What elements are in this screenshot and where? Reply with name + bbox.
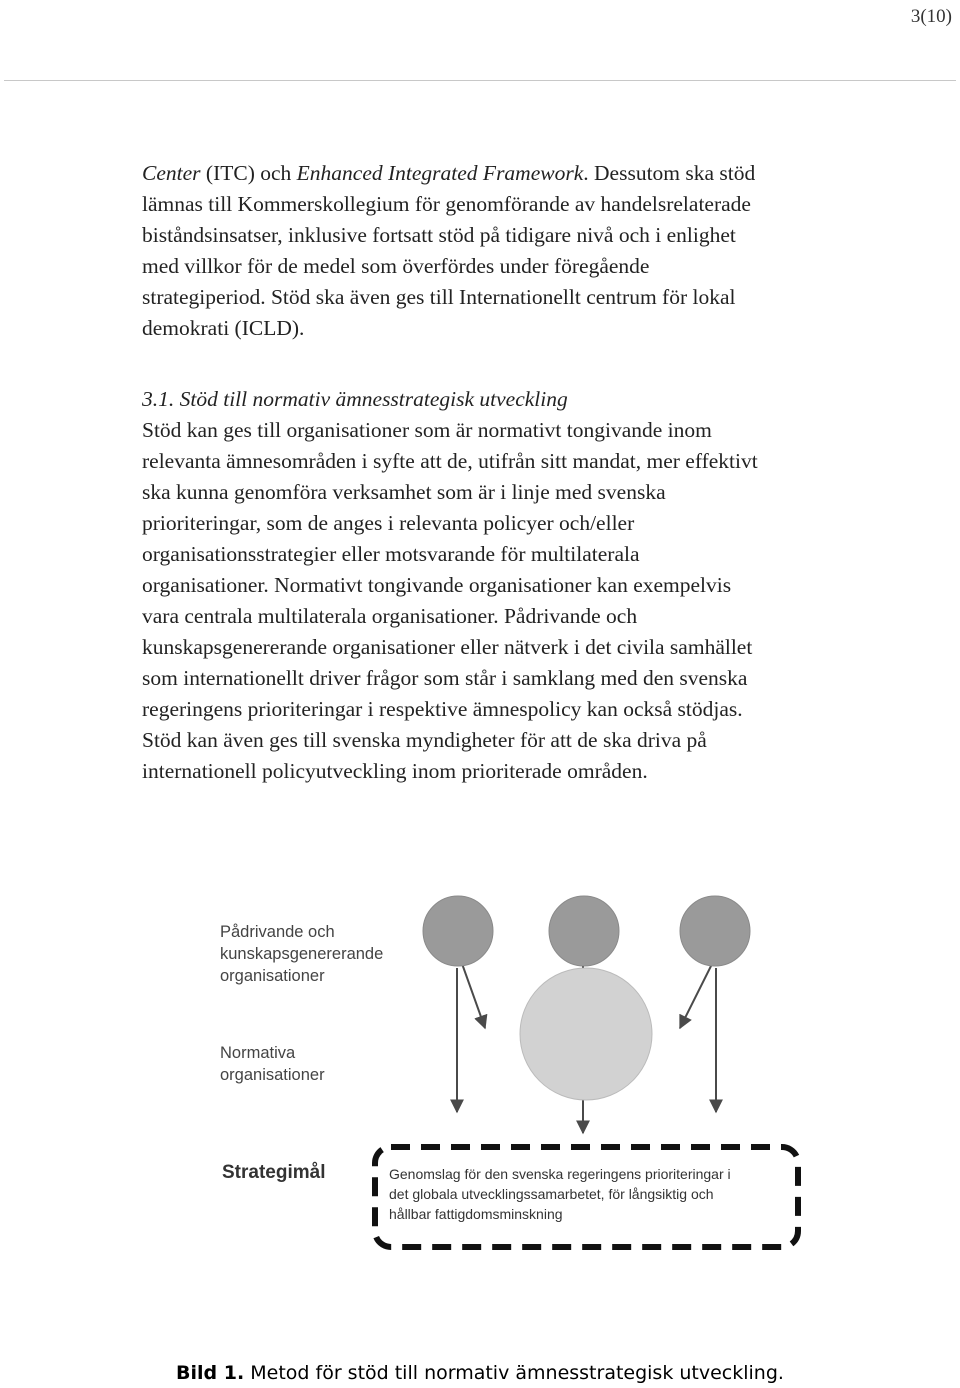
goal-line: hållbar fattigdomsminskning	[389, 1206, 563, 1222]
pushing-organisation-circle	[549, 896, 619, 966]
paragraph-text: (ITC) och	[200, 161, 297, 185]
section-3-1	[142, 384, 942, 787]
paragraph-text: . Dessutom ska stöd	[583, 161, 756, 185]
label-line: Pådrivande och	[220, 923, 335, 941]
label-line: organisationer	[220, 967, 325, 985]
paragraph-line: med villkor för de medel som överfördes under föregående	[142, 254, 650, 278]
paragraph-line: vara centrala multilaterala organisationer. Pådrivande och	[142, 604, 638, 628]
paragraph-line: lämnas till Kommerskollegium för genomförande av handelsrelaterade	[142, 192, 751, 216]
paragraph-line: regeringens prioriteringar i respektive ämnespolicy kan också stödjas.	[142, 697, 743, 721]
caption-text: Metod för stöd till normativ ämnesstrategisk utveckling.	[244, 1362, 784, 1384]
paragraph-line: internationell policyutveckling inom prioriterade områden.	[142, 759, 648, 783]
section-number: 3.1.	[142, 387, 175, 411]
goal-line: det globala utvecklingssamarbetet, för långsiktig och	[389, 1186, 714, 1202]
paragraph-line: biståndsinsatser, inklusive fortsatt stöd på tidigare nivå och i enlighet	[142, 223, 736, 247]
paragraph-line	[142, 158, 942, 189]
paragraph-line: Stöd kan även ges till svenska myndigheter för att de ska driva på	[142, 728, 707, 752]
label-line: Normativa	[220, 1044, 296, 1062]
paragraph-line: demokrati (ICLD).	[142, 316, 305, 340]
paragraph-line: organisationsstrategier eller motsvarande för multilaterala	[142, 542, 640, 566]
normative-organisation-circle	[520, 968, 652, 1100]
paragraph-line: ska kunna genomföra verksamhet som är i linje med svenska	[142, 480, 666, 504]
paragraph-line: som internationellt driver frågor som står i samklang med den svenska	[142, 666, 748, 690]
paragraph-line: organisationer. Normativt tongivande organisationer kan exempelvis	[142, 573, 732, 597]
label-pushing-organisations	[220, 923, 388, 985]
intro-paragraph	[142, 158, 942, 344]
italic-term: Enhanced Integrated Framework	[296, 161, 584, 185]
goal-line: Genomslag för den svenska regeringens prioriteringar i	[389, 1166, 731, 1182]
pushing-organisation-circle	[423, 896, 493, 966]
paragraph-line: relevanta ämnesområden i syfte att de, utifrån sitt mandat, mer effektivt	[142, 449, 758, 473]
label-normative-organisations	[220, 1044, 325, 1084]
arrow-right	[680, 958, 715, 1028]
header-rule	[4, 80, 956, 81]
strategic-goal-text	[389, 1166, 735, 1222]
paragraph-line: prioriteringar, som de anges i relevanta policyer och/eller	[142, 511, 635, 535]
label-strategic-goal: Strategimål	[222, 1162, 326, 1183]
paragraph-line: kunskapsgenererande organisationer eller nätverk i det civila samhället	[142, 635, 753, 659]
label-line: organisationer	[220, 1066, 325, 1084]
italic-term: Center	[142, 161, 201, 185]
section-title: Stöd till normativ ämnesstrategisk utveckling	[179, 387, 568, 411]
caption-label: Bild 1.	[176, 1362, 245, 1384]
paragraph-line: Stöd kan ges till organisationer som är normativt tongivande inom	[142, 418, 712, 442]
page-number: 3(10)	[910, 6, 952, 27]
section-heading	[142, 384, 942, 415]
label-line: kunskapsgenererande	[220, 945, 384, 963]
figure-caption	[0, 1361, 960, 1385]
arrow-left	[460, 958, 485, 1028]
pushing-organisation-circle	[680, 896, 750, 966]
paragraph-line: strategiperiod. Stöd ska även ges till Internationellt centrum för lokal	[142, 285, 736, 309]
